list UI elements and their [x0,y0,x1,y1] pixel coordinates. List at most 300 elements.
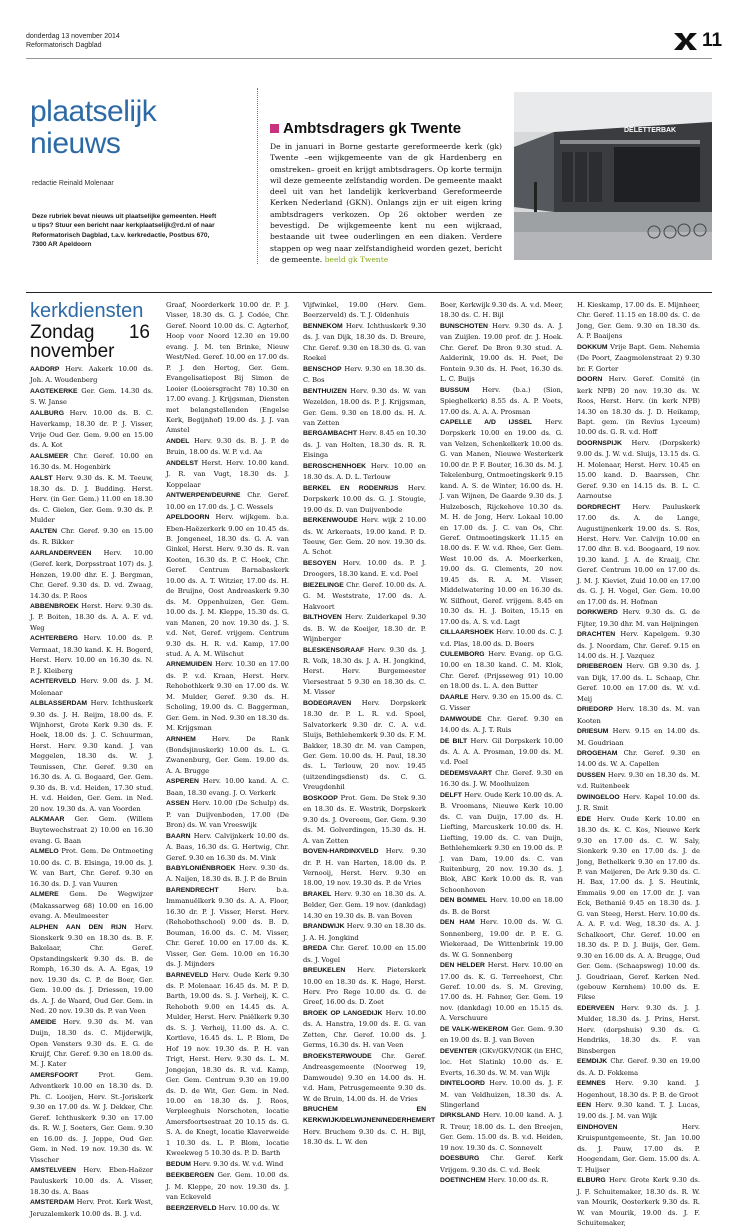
service-listing [30,364,153,386]
service-listing [577,1100,700,1122]
place-name: BIEZELINGE [303,581,344,589]
place-name: BOVEN-HARDINXVELD [303,848,379,856]
service-times: Herv. Sionskerk 9.30 en 18.30 ds. B. F. Bakelaar, Chr. Geref. Opstandingskerk 9.30 ds. B. de Romph, 16.30 ds. A. A. Egas, 19 nov. 19.30 ds. C. P. de Boer, Ger. Gem. 10.00 ds. J. Driessen, 19.00 ds. A. J. de Waard, Oud Ger. Gem. in Ned. 20 nov. 19.30 ds. P. van Veen [30,922,153,1016]
service-listing [577,374,700,438]
service-listing [577,438,700,502]
place-name: EEMNES [577,1080,606,1088]
service-times: Ger. Gem. 9.30 en 19.00 ds. B. J. van Boven [440,1024,563,1045]
service-times: Herv. Kapel 10.00 ds. J. R. Smit [577,792,700,813]
place-name: AALTEN [30,527,58,535]
place-name: BROEK OP LANGEDIJK [303,1009,383,1017]
place-name: ABBENBROEK [30,602,79,610]
place-name: BABYLONIËNBROEK [166,865,236,873]
service-times: Herv. Aakerk 10.00 ds. Joh. A. Woudenberg [30,365,153,385]
service-times: Herv. Calvijnkerk 10.00 ds. A. Baas, 16.30 ds. G. Hertwig, Chr. Geref. 9.30 en 16.30 ds. M. Vink [166,831,289,862]
service-times: Gem. De Wegwijzer (Makassarweg 68) 10.00 en 16.00 evang. A. Meulmeester [30,890,153,921]
place-name: DAARLE [440,693,469,701]
service-listing [440,385,563,417]
place-name: ANDELST [166,459,199,467]
section-title-plaatselijk-nieuws [30,95,157,160]
service-listing [303,943,426,965]
service-listing [440,1175,563,1186]
place-name: DROGEHAM [577,750,618,758]
newspaper-name: Reformatorisch Dagblad [26,42,102,49]
service-times: Herv. 9.30 ds. W. van Wezelden, 18.00 ds. P. J. Krijgsman, Ger. Gem. 9.30 en 18.00 ds. H. A. van Zetten [303,386,426,427]
place-name: EINDHOVEN [577,1123,618,1131]
service-listing [440,714,563,736]
service-listing [577,1078,700,1100]
service-listing [30,526,153,548]
service-times: Herv. 10.00 en 18.30 ds. A. D. L. Terlouw [303,461,426,482]
service-times: Chr. Geref. 9.30 en 14.00 ds. A. J. T. Ruis [440,714,563,735]
service-listing [166,885,289,970]
place-name: ASSEN [166,800,190,808]
service-listing [303,300,426,321]
service-listing [30,1197,153,1219]
service-listing [303,921,426,943]
service-listing [440,1046,563,1078]
service-times: Chr. Geref. 9.30 en 19.00 ds. A. D. Fokkema [577,1057,700,1077]
place-name: ASPEREN [166,778,199,786]
service-listing [577,814,700,1003]
service-times: Chr. Geref. 10.00 en 15.00 ds. J. Vogel [303,944,426,964]
service-times: H. Kieskamp, 17.00 ds. E. Mijnheer, Chr. Geref. 11.15 en 18.00 ds. C. de Jong, Ger. Gem. 9.30 en 18.30 ds. A. P. Baaijens [577,301,700,341]
place-name: BAARN [166,832,191,840]
service-listing [166,659,289,733]
place-name: DRACHTEN [577,631,616,639]
service-listing [577,1175,700,1228]
service-listing [303,558,426,580]
service-times: Herv. 9.30 kand. J. Hogenhout, 18.30 ds. P. B. de Groot [577,1079,700,1099]
service-listing [440,917,563,960]
place-name: CULEMBORG [440,650,485,658]
kerkdiensten-column-2 [166,300,289,1212]
service-times: Herv. 10.00 ds. P. Vermaat, 18.30 kand. K. H. Bogerd, Herst. Herv. 10.00 en 16.30 ds. N. P. J. Kleiberg [30,634,153,675]
service-times: Herv. Pauluskerk 17.00 ds. A. de Lange, Augustijnenkerk 19.00 ds. S. Ros, Herst. Herv. Ver. Calvijn 10.00 en 17.00 dhr. B. v.d. Boogaard, 19 nov. 19.30 kand. J. A. de Kraaij, Chr. Geref. Centrum 10.00 en 17.00 ds. J. M. J. Kieviet, Zuid 10.00 en 17.00 ds. G. J. H. Vogel, Ger. Gem. 10.00 en 17.00 ds. H. Hofman [577,502,700,606]
place-name: ANDEL [166,437,190,445]
service-listing [440,895,563,917]
service-listing [303,1104,436,1148]
service-listing [166,436,289,458]
church-building-photo [514,92,712,260]
place-name: DWINGELOO [577,793,620,801]
service-times: Herv. 18.30 ds. M. van Kooten [577,705,700,725]
service-times: Chr. Geref. 10.00 en 16.30 ds. M. Hogenbirk [30,451,153,472]
service-times: Chr. Geref. Kerk Vrijgem. 9.30 ds. C. v.d. Beek [440,1154,563,1174]
service-times: Herv. 9.30 ds. A. J. van Zuijlen. 19.00 prof. dr. J. Hoek. Chr. Geref. De Bron 9.30 stud. A. Aalderink, 19.00 ds. H. Peet, De Fontein 9.30 ds. H. Peet, 16.30 ds. L. C. Buijs [440,321,563,384]
service-listing [577,1122,700,1175]
service-listing [577,726,700,748]
service-times: Chr. Geref. 10.00 ds. A. G. M. Weststrate, 17.00 ds. A. Hakvoort [303,580,426,611]
place-name: BUNSCHOTEN [440,322,488,330]
service-times: Herv. wijkgem. b.a. Eben-Haëzerkerk 9.00 en 10.45 ds. B. Jongeneel, 18.30 ds. G. A. van Ginkel, Herst. Herv. 9.30 ds. R. van Kooten, 16.30 ds. P. C. Hoek, Chr. Geref. Centrum Barnabaskerk 10.00 ds. A. T. Witzier, 17.00 ds. H. de Bruijne, Oost Andreaskerk 9.30 ds. M. Oppenhuizen, Ger. Gem. 10.00 ds. J. M. Kleppe, 15.30 ds. G. van Manen, 20 nov. 19.30 ds. J. S. v.d. Net, Geref. vrijgem. Centrum 9.30 ds. H. R. v.d. Kamp, 17.00 stud. A. A. M. Wilschut [166,513,289,658]
place-name: BRUCHEM EN KERKWIJK/DELWIJNEN/NEDERHEMERT [303,1105,436,1125]
service-times: Vrije Bapt. Gem. Nehemia (De Poort, Zaagmolenstraat 2) 9.30 br. F. Gorter [577,342,700,373]
place-name: DE BILT [440,737,468,745]
service-listing [577,342,700,374]
service-times: Herv. Eben-Haëzer Pauluskerk 10.00 ds. A. Visser, 18.30 ds. A. Baas [30,1165,153,1196]
place-name: DIRKSLAND [440,1112,481,1120]
service-times: Herv. 10.00 (De Schulp) ds. P. van Duijvenboden, 17.00 (De Bron) ds. W. van Vreeswijk [166,799,289,830]
service-listing [166,490,289,512]
service-times: Herv. 10.00 kand. A. J. R. Treur, 18.00 ds. L. den Breejen, Ger. Gem. 15.00 ds. B. v.d. Heiden, 19 nov. 19.30 ds. C. Sonnevelt [440,1111,563,1152]
place-name: AALST [30,474,53,482]
service-listing [440,321,563,385]
service-times: Herv. Oude Kerk 10.00 ds. A. B. Vroomans, Nieuwe Kerk 10.00 ds. C. van Duijn, 17.00 ds. H. Liefting, Marcuskerk 10.00 ds. H. Liefting, 19.00 ds. C. van Duijn, Bethlehemkerk 9.30 en 19.00 ds. P. J. van Dam, 19.00 ds. C. van Ruitenburg, 20 nov. 19.30 ds. J. Blok, ABC Kerk 10.00 ds. R. van Schoonhoven [440,790,563,894]
service-times: Herv. Geref. Comité (in kerk NPB) 20 nov. 19.30 ds. W. Roos, Herst. Herv. (in kerk NPB) 14.30 en 18.30 ds. J. D. Heikamp, Bapt. gem. (in Revius Lyceum) 10.00 ds. G. R. v.d. Hoff [577,375,700,437]
service-times: Herv. 9.30 ds. W. v.d. Wind [193,1159,284,1168]
service-times: Herv. 9.30 ds. J. R. Volk, 18.30 ds. J. A. H. Jongkind, Herst. Herv. Burgemeester Viersestraat 5 9.30 en 18.30 ds. C. M. Visser [303,645,426,697]
service-times: Herv. Gil Dorpskerk 10.00 ds. A. A. A. Prosman, 19.00 ds. M. v.d. Poel [440,736,563,767]
place-name: BESOYEN [303,559,337,567]
service-listing [577,629,700,661]
place-name: DRIEBERGEN [577,663,623,671]
service-listing [30,1165,153,1197]
place-name: DOORN [577,376,603,384]
service-times: Herv. Grote Kerk 9.30 ds. J. F. Schuitemaker, 18.30 ds. R. W. van Mourik, Oosterkerk 9.30 ds. R. W. van Mourik, 19.00 ds. J. F. Schuitemaker, [577,1176,700,1227]
service-listing [303,612,426,644]
service-listing [303,889,426,921]
issue-date: donderdag 13 november 2014 [26,33,120,40]
service-times: Chr. Geref. 9.30 en 16.30 ds. J. W. Moolhuizen [440,768,563,789]
place-name: CAPELLE A/D IJSSEL [440,418,532,426]
article-body-text: De in januari in Borne gestarte gereformeerde kerk (gk) Twente –een wijkgemeente van de gk Hardenberg en omstreken– groeit en krijgt ambtsdragers. Op korte termijn wil deze gemeente zelfstandig worden. De gemeente maakt deel uit van het landelijk kerkverband Gereformeerde Kerken Nederland (GKN). Onlangs zijn er uit eigen kring ambtsdragers verkozen. Op 26 oktober werden ze bevestigd. De wijkgemeente kent nu een wijkraad, bestaande uit twee ouderlingen en een diaken. Verdere stappen op weg naar zelfstandigheid worden gezet, bericht de gemeente. [270,142,502,264]
service-times: Chr. Geref. Andreasgemeente (Noorweg 19, Damwoude) 9.30 en 14.00 ds. H. v.d. Ham, Petrusgemeente 9.30 ds. W. de Bruin, 14.00 ds. H. de Vries [303,1051,426,1103]
service-listing [30,698,153,814]
service-times: Herv. Oude Kerk 10.00 en 18.30 ds. K. C. Kos, Nieuwe Kerk 9.30 en 17.00 ds. C. W. Saly, Sionkerk 9.30 en 17.00 ds. J. de Jong, Bethelkerk 9.30 en 17.00 ds. P. van Meijeren, De Ark 9.30 ds. C. H. Bax, 17.00 ds. J. S. Heutink, Emmaüs 9.00 en 17.00 dr. J. van Eck, Bethanië 9.45 en 18.30 ds. J. G. van Steeg, Herst. Herv. 10.00 ds. A. A. F. v.d. Weg, 18.30 ds. A. J. Schalkoort, Chr. Geref. 10.00 en 18.30 ds. P. D. J. Buijs, Ger. Gem. 9.30 en 16.00 ds. A. A. Brugge, Oud Ger. Gem. (Schaapsweg) 10.00 ds. J. Goudriaan, Geref. Kerken Ned. (gebouw Kernhem) 10.00 ds. E. Fikse [577,814,700,1002]
place-name: BRANDWIJK [303,923,345,931]
service-times: Herv. 9.30 en 18.30 ds. C. Bos [303,364,426,385]
service-times: Herv. 9.30 en 18.30 ds. A. Belder, Ger. Gem. 19 nov. (dankdag) 14.30 en 19.30 ds. B. van Boven [303,889,426,920]
contact-info: Deze rubriek bevat nieuws uit plaatselijke gemeenten. Heeft u tips? Stuur een bericht naar kerkplaatselijk@rd.nl of naar Reformatorisch Dagblad, t.a.v. kerkredactie, Postbus 670, 7300 AR Apeldoorn [32,213,217,249]
service-listing [440,768,563,790]
service-times: Herv. 8.45 en 10.30 ds. J. van Holten, 18.30 ds. R. R. Eisinga [303,429,426,460]
kerkdiensten-column-4 [440,300,564,1185]
photo-credit: beeld gk Twente [324,254,389,264]
place-name: DEVENTER [440,1047,478,1055]
service-listing [30,846,153,889]
place-name: BRAKEL [303,890,332,898]
place-name: DORDRECHT [577,503,621,511]
service-listing [166,1203,289,1214]
service-times: Ger. Gem. 10.00 ds. J. M. Kleppe, 20 nov. 19.30 ds. J. van Eckeveld [166,1171,289,1202]
service-listing [30,1070,153,1165]
service-listing [166,512,289,659]
page-date-header [26,32,120,50]
service-times: Herv. 10.00 ds. J. F. M. van Veldhuizen, 18.30 ds. A. Slingerland [440,1079,563,1109]
place-name: ACHTERVELD [30,678,77,686]
service-times: Graaf, Noorderkerk 10.00 dr. P. J. Visser, 18.30 ds. G. J. Codée, Chr. Geref. Noord 10.00 ds. C. Agterhof, Hoop voor Noord 12.30 en 19.00 evang. J. M. ten Brinke, Nieuw West/Ned. Geref. 10.00 en 17.00 ds. P. J. den Hertog, Ger. Gem. Evangelisatiepost Bij Simon de Looier (Looiersgracht 78) 10.30 en 17.00 evang. J. Krijgsman, Diensten met belangstellenden (Engelse Kerk, Begijnhof) 19.00 ds. J. J. van Amstel [166,301,289,435]
service-times: Herv. Kruispuntgemeente, St. Jan 10.00 ds. J. Pauw, 17.00 ds. P. Hoogendam, Ger. Gem. 15.00 ds. A. T. Huijser [577,1122,700,1174]
place-name: EDERVEEN [577,1004,615,1012]
place-name: BEDUM [166,1160,191,1168]
place-name: DOORNSPIJK [577,439,622,447]
service-times: Herv. 10.00 kand. A. C. Baan, 18.30 evang. J. O. Verkerk [166,777,289,797]
place-name: EEN [577,1101,591,1109]
service-listing [303,515,426,558]
service-listing [166,970,289,1159]
service-times: Herv. 9.30 en 18.30 ds. J. A. H. Jongkind [303,922,426,942]
service-listing [577,792,700,814]
service-listing [166,863,289,885]
service-times: Herv. 10.00 ds. B. C. Haverkamp, 18.30 dr. P. J. Visser, Vrije Oud Ger. Gem. 9.00 en 15.00 ds. A. Kot [30,408,153,450]
service-listing [166,798,289,830]
service-listing [303,321,426,364]
service-listing [166,734,289,777]
service-times: Herst. Herv. 10.00 kand. J. R. van Vugt, 18.30 ds. J. Koppelaar [166,458,289,489]
place-name: BOSKOOP [303,794,338,802]
service-listing [577,704,700,726]
section-title-text: plaatselijk nieuws [30,95,157,160]
service-times: Herv. Zuiderkapel 9.30 ds. B. W. de Koeijer, 18.30 dr. P. Wijnberger [303,613,426,644]
service-times: Prot. Gem. Adventkerk 10.00 en 18.30 ds. D. Ph. C. Looijen, Herv. St.-Joriskerk 9.30 en 17.00 ds. W. J. Dekker, Chr. Geref. Ichthuskerk 9.30 en 17.00 ds. R. W. J. Soeters, Ger. Gem. 9.30 en 16.00 ds. J. Joppe, Oud Ger. Gem. in Ned. 19 nov. 19.30 ds. W. Visscher [30,1070,153,1164]
service-listing [30,633,153,676]
service-times: Herv. 9.30 ds. B. J. P. de Bruin, 18.00 ds. W. P. v.d. Aa [166,436,289,457]
service-listing [577,300,700,342]
place-name: DEDEMSVAART [440,769,492,777]
service-times: Herst. Herv. 9.30 ds. J. P. Boiten, 18.30 ds. A. A. F. vd. Weg [30,601,153,632]
service-listing [303,1008,426,1051]
place-name: DAMWOUDE [440,715,482,723]
service-listing [166,300,289,436]
service-listing [30,473,153,526]
service-listing [440,1078,563,1110]
service-times: Boer, Kerkwijk 9.30 ds. A. v.d. Meer, 18.30 ds. C. H. Bijl [440,301,563,320]
service-times: Herv. (b.a.) (Sion, Spieghelkerk) 8.55 ds. A. P. Voets, 17.00 ds. A. A. A. Prosman [440,385,563,416]
service-times: Herv. Dorpskerk 18.30 dr. P. L. R. v.d. Spoel, Salvatorkerk 9.30 dr. C. A. v.d. Sluijs, Bethlehemkerk 9.30 ds. F. M. Bakker, 18.30 dr. M. van Campen, Ger. Gem. 10.00 ds. H. Paul, 18.30 ds. L. Terlouw, 20 nov. 19.45 (uitzendingsdienst) ds. C. G. Vreugdenhil [303,698,426,792]
service-listing [577,748,700,770]
place-name: DOETINCHEM [440,1177,486,1185]
place-name: DOESBURG [440,1155,480,1163]
place-name: AARLANDERVEEN [30,549,92,557]
service-listing [440,790,563,896]
service-times: Chr. Geref. 9.30 en 15.00 ds. R. Bikker [30,526,153,547]
place-name: ARNHEM [166,735,196,743]
place-name: ACHTERBERG [30,635,78,643]
place-name: ELBURG [577,1177,606,1185]
service-listing [577,1003,700,1056]
service-times: Herv. Pieterskerk 10.00 en 18.30 ds. K. Hage, Herst. Herv. Pro Rege 10.00 ds. G. de Greef, 16.00 ds. D. Zoet [303,966,426,1007]
service-listing [440,1153,563,1175]
place-name: AMERSFOORT [30,1071,79,1079]
service-listing [303,965,426,1008]
service-times: Vijfwinkel, 19.00 (Herv. Gem. Beerzerveld) ds. T. J. Oldenhuis [303,301,426,320]
place-name: AMSTELVEEN [30,1166,76,1174]
service-times: Herv. 10.00 ds. P. J. Droogers, 18.30 kand. E. v.d. Poel [303,558,426,579]
place-name: AADORP [30,366,60,373]
service-listing [440,649,563,692]
service-times: Herv. 9.15 en 14.00 ds. M. Goudriaan [577,727,700,747]
service-listing [577,1056,700,1078]
service-listing [303,483,426,515]
place-name: BILTHOVEN [303,614,342,622]
service-times: Prot. Gem. De Ontmoeting 10.00 ds. C. B. Elsinga, 19.00 ds. J. W. van Bart, Chr. Geref. 9.30 en 16.30 ds. D. J. van Vuuren [30,847,153,888]
service-times: Ger. Gem. (Willem Buytewechstraat 2) 10.00 en 16.30 evang. G. Baan [30,815,153,845]
redactie-line: redactie Reinald Molenaar [32,180,114,187]
place-name: ALMELO [30,848,59,856]
section-divider [26,292,712,293]
place-name: DEN BOMMEL [440,897,488,905]
service-listing [30,601,153,633]
place-name: DEN HELDER [440,962,485,970]
service-times: Ger. Gem. 14.30 ds. S. W. Janse [30,386,153,407]
service-listing [30,386,153,408]
page-number: 11 [702,30,723,51]
kerkdiensten-column-1 [30,300,153,1218]
service-listing [303,364,426,386]
service-times: Herv. 10.00 ds. W. [218,1203,280,1212]
service-times: Herv. b.a. Immanuëlkerk 9.30 ds. A. A. Floor, 16.30 dr. P. J. Visser, Herst. Herv. (Rehobothschool) 9.00 ds. B. D. Bouman, 16.00 ds. C. M. Visser, Chr. Geref. 10.00 en 17.00 ds. K. Visser, Ger. Gem. 10.00 en 16.30 ds. J. Mijnders [166,885,289,969]
place-name: ARNEMUIDEN [166,661,213,669]
service-times: Herv. Dorpskerk 10.00 ds. G. J. Stougie, 19.00 ds. D. van Duijvenbode [303,483,426,514]
article-heading-text: Ambtsdragers gk Twente [283,120,462,137]
service-listing [577,770,700,792]
place-name: BLESKENSGRAAF [303,646,365,654]
service-times: Herv. 9.30 kand. T. J. Lucas, 19.00 ds. J. M. van Wijk [577,1100,700,1121]
service-listing [440,300,563,321]
place-name: ALMERE [30,891,59,899]
service-listing [30,1017,153,1070]
place-name: AAGTEKERKE [30,387,78,395]
service-times: Herv. Ichthuskerk 9.30 ds. J. van Dijk, 18.30 ds. D. Breure, Chr. Geref. 9.30 en 18.30 ds. G. van Roekel [303,321,426,363]
service-times: Herv. 10.00 ds. W. G. Sonnenberg, 19.00 dr. P. E. G. Wiekeraad, De Wittenbrink 19.00 ds. W. G. Sonnenberg [440,918,564,959]
service-listing [440,627,563,649]
kerkdiensten-column-3 [303,300,436,1147]
place-name: BARNEVELD [166,971,209,979]
service-times: Chr. Geref. 9.30 en 14.00 ds. W. A. Capellen [577,749,700,769]
place-name: DINTELOORD [440,1080,485,1088]
service-listing [303,461,426,483]
service-listing [303,1051,426,1104]
service-listing [577,661,700,704]
service-listing [166,1159,289,1170]
service-times: Herv. 9.30 ds. M. van Duijn, 18.30 ds. C. Mijderwijk, Open Vensters 9.30 ds. E. G. de Kruijf, Chr. Geref. 9.30 en 18.00 ds. M. J. Kater [30,1017,153,1069]
place-name: BUSSUM [440,386,470,394]
header-rule [26,58,712,59]
place-name: DUSSEN [577,771,606,779]
service-times: Herv. 9.30 ds. G. de Fijter, 19.30 dhr. M. van Heijningen [577,608,700,628]
place-name: BENNEKOM [303,322,343,330]
place-name: AMEIDE [30,1018,57,1026]
service-times: Herv. De Rank (Bondsjinuskerk) 10.00 ds. L. G. Zwanenburg, Ger. Gem. 19.00 ds. A. A. Brugge [166,734,289,775]
service-listing [303,386,426,429]
place-name: ALBLASSERDAM [30,700,88,708]
place-name: BENTHUIZEN [303,387,347,395]
service-times: Herv. Oude Kerk 9.30 ds. P. Molenaar. 16.45 ds. M. P. D. Barth, 19.00 ds. S. J. Verheij, K. C. Rehoboth 9.00 en 14.45 ds. A. Mulder, Herst. Herv. Pniëlkerk 9.30 ds. S. J. Verheij, 11.00 ds. A. C. Kortleve, 16.45 ds. L. P. Blom, De Hof 19 nov. 19.30 ds. P. H. van Trigt, Herst. Herv. 9.30 ds. L. M. Jongejan, 18.30 ds. R. v.d. Kamp, Ger. Gem. Centrum 9.30 en 19.00 ds. D. de Wit, Ger. Gem. in Ned. 10.00 en 18.30 ds. J. Roos, Verpleeghuis Norschoten, locatie Amersfoortsestraat 20 10.15 ds. G. S. A. de Knegt, locatie Klaverweide 1 10.30 ds. L. P. Blom, locatie Kweekweg 5 10.30 ds. P. D. Barth [166,970,289,1158]
place-name: APELDOORN [166,514,210,522]
place-name: DELFT [440,791,462,799]
place-name: AALBURG [30,409,64,417]
kerkdiensten-title: kerkdiensten [30,300,144,322]
service-listing [303,846,426,889]
service-times: Herv. Kapelgem. 9.30 ds. J. Noordam, Chr. Geref. 9.15 en 14.00 ds. H. J. Vazquez [577,630,700,660]
service-listing [440,736,563,768]
service-times: Herv. 9.30 ds. J. J. Mulder, 18.30 ds. J. Prins, Herst. Herv. (dorpshuis) 9.30 ds. G. Hendriks, 18.30 ds. F. van Binsbergen [577,1003,700,1055]
service-listing [303,793,426,846]
service-times: Herv. Prot. Kerk West, Jeruzalemkerk 10.00 ds. B. J. v.d. [30,1198,153,1218]
service-times: Herv. 9.30 dr. P. H. van Harten, 18.00 ds. P. Vernooij, Herst. Herv. 9.30 en 18.00, 19 nov. 19.30 ds. P. de Vries [303,847,426,888]
place-name: ALKMAAR [30,816,65,824]
service-times: Herv. 10.00 ds. C. J. v.d. Plas, 18.00 ds. D. Boers [440,628,564,648]
place-name: BREUKELEN [303,967,346,975]
service-listing [440,417,563,627]
rd-logo-icon [672,30,698,52]
service-times: Prot. Gem. De Stek 9.30 en 18.30 ds. E. Westrik, Dorpskerk 9.30 ds. J. Overeem, Ger. Gem. 9.30 ds. M. Golverdingen, 15.30 ds. H. A. van Zetten [303,793,426,845]
service-times: Herv. 9.30 en 15.00 ds. C. G. Visser [440,692,563,713]
service-listing [30,451,153,473]
place-name: CILLAARSHOEK [440,629,494,637]
service-times: (GKv/GKV/NGK (in EHC, loc. Het Slatink) 10.00 ds. E. Everts, 16.30 ds. W. M. van Wijk [440,1046,563,1077]
service-times: Herv. Evang. op G.G. 10.00 en 18.30 kand. C. M. Klok, Chr. Geref. (Prijsseweg 91) 10.00 en 18.00 ds. L. A. den Butter [440,649,563,691]
place-name: EDE [577,815,591,823]
service-times: Herv. 10.00 en 18.00 ds. B. de Borst [440,896,563,916]
service-times: Herv. (Dorpskerk) 9.00 ds. J. W. v.d. Sluijs, 13.15 ds. G. H. Molenaar, Herst. Herv. 10.45 en 15.00 kand. D. Baarssen, Chr. Geref. 9.30 en 14.15 ds. B. L. C. Aarnoutse [577,438,700,501]
service-listing [303,645,426,698]
service-times: Herv. Dorpskerk 10.00 en 19.00 ds. G. van Velzen, Schenkelkerk 10.00 ds. G. van Manen, Nieuwe Westerkerk 10.00 dr. P. F. Bouter, 16.30 ds. M. J. Tekelenburg, Ontmoetingskerk 9.15 kand. A. S. de Winter, 16.00 ds. H. J. van Wijnen, De Gaarde 9.30 ds. J. Hulzebosch, Rijckehove 10.30 ds. M. H. de Jong, Herv. Lokaal 10.00 en 17.00 ds. J. C. van Os, Chr. Geref. Ontmoetingskerk 11.15 en 18.00 ds. F. W. v.d. Rhee, Ger. Gem. West 10.00 ds. A. Moerkerken, 19.00 ds. G. Clements, 20 nov. 19.45 ds. R. A. M. Visser, Middelwatering 10.00 en 16.30 ds. W. Silfhout, Geref. vrijgem. 8.45 en 10.30 ds. H. J. Boiten, 15.15 en 17.00 ds. A. S. v.d. Lagt [440,417,563,626]
place-name: DORKWERD [577,609,618,617]
service-listing [440,1024,563,1046]
place-name: AALSMEER [30,452,69,460]
place-name: AMSTERDAM [30,1199,75,1207]
service-listing [303,580,426,612]
place-name: ALPHEN AAN DEN RIJN [30,923,127,931]
kerkdiensten-date: Zondag 16 november [30,322,150,362]
place-name: BROEKSTERWOUDE [303,1052,372,1060]
kerkdiensten-column-5 [577,300,700,1227]
article-body [270,141,502,265]
service-listing [30,408,153,451]
service-times: Herv. GB 9.30 ds. J. van Dijk, 17.00 ds. L. Schaap, Chr. Geref. 10.00 en 17.00 ds. W. v.d. Meij [577,662,700,703]
service-listing [577,607,700,629]
place-name: DRIESUM [577,728,609,736]
service-times: Herv. wijk 2 10.00 ds. W. Arkeraats, 19.00 kand. P. D. Teeuw, Ger. Gem. 20 nov. 19.30 ds. A. Schot [303,516,426,557]
place-name: BEERZERVELD [166,1204,217,1212]
place-name: BARENDRECHT [166,886,219,894]
place-name: DRIEDORP [577,706,613,714]
place-name: DEN HAM [440,919,475,927]
service-times: Herv. 9.30 en 18.30 ds. M. v.d. Ruitenbeek [577,770,700,791]
place-name: DE VALK-WEKEROM [440,1025,509,1033]
service-listing [166,776,289,798]
place-name: BERKEL EN RODENRIJS [303,484,399,492]
service-listing [303,428,426,460]
place-name: DOKKUM [577,343,608,351]
service-times: Herv. Ichthuskerk 9.30 ds. J. H. Reijm, 18.00 ds. F. Wijnhorst, Grote Kerk 9.30 ds. F. Hoek, 18.00 ds. J. C. Schuurman, Herst. Herv. 9.30 kand. J. van Meggelen, 18.30 ds. W. J. Teunissen, Chr. Geref. 9.30 en 16.30 ds. A. G. Bogaard, Ger. Gem. 9.30 ds. B. v.d. Heiden, 17.30 stud. H. v.d. Heiden, Ger. Gem. in Ned. 20 nov. 19.30 ds. A. van Voorden [30,699,153,813]
place-name: BERGAMBACHT [303,430,357,438]
service-times: Herv. 9.00 ds. J. M. Molenaar [30,677,153,697]
service-times: Herv. 9.30 ds. K. M. Teeuw, 18.30 ds. D. J. Budding. Herst. Herv. (in Ger. Gem.) 11.00 en 18.30 ds. C. Gielen, Ger. Gem. 9.30 ds. P. Mulder [30,473,153,525]
service-times: Herv. 10.00 ds. A. Hanstra, 19.00 ds. E. G. van Zetten, Chr. Geref. 10.00 ds. J. Germs, 16.30 ds. H. van Veen [303,1008,426,1050]
service-listing [30,922,153,1017]
service-listing [440,1110,563,1153]
service-listing [166,458,289,490]
service-listing [440,692,563,714]
service-times: Herv. Bruchem 9.30 ds. C. H. Bijl, 18.30 ds. L. W. den [303,1127,426,1147]
square-bullet-icon [270,124,279,133]
service-listing [30,548,153,601]
service-times: Herv. 9.30 ds. A. Naijen, 18.30 ds. B. J. P. de Bruin [166,864,289,884]
place-name: ANTWERPEN/DEURNE [166,492,241,500]
service-listing [30,889,153,921]
service-times: Herv. 10.00 (Geref. kerk, Dorpsstraat 107) ds. J. Henzen, 19.00 dhr. E. J. Bergman, Chr. Geref. 9.30 ds. D. vd. Zwaag, 14.30 ds. P. Roos [30,548,153,600]
service-listing [440,960,563,1024]
service-listing [30,676,153,698]
service-times: Herv. 10.30 en 17.00 ds. P. v.d. Kraan, Herst. Herv. Rehobothkerk 9.30 en 17.00 ds. W. M. Mulder, Geref. 9.30 ds. H. Scholing, 19.00 ds. C. Baggerman, Ger. Gem. in Ned. 9.30 en 18.30 ds. M. Krijgsman [166,660,289,733]
place-name: BERKENWOUDE [303,517,358,525]
column-divider [257,88,259,264]
service-listing [30,814,153,846]
place-name: BERGSCHENHOEK [303,462,367,470]
